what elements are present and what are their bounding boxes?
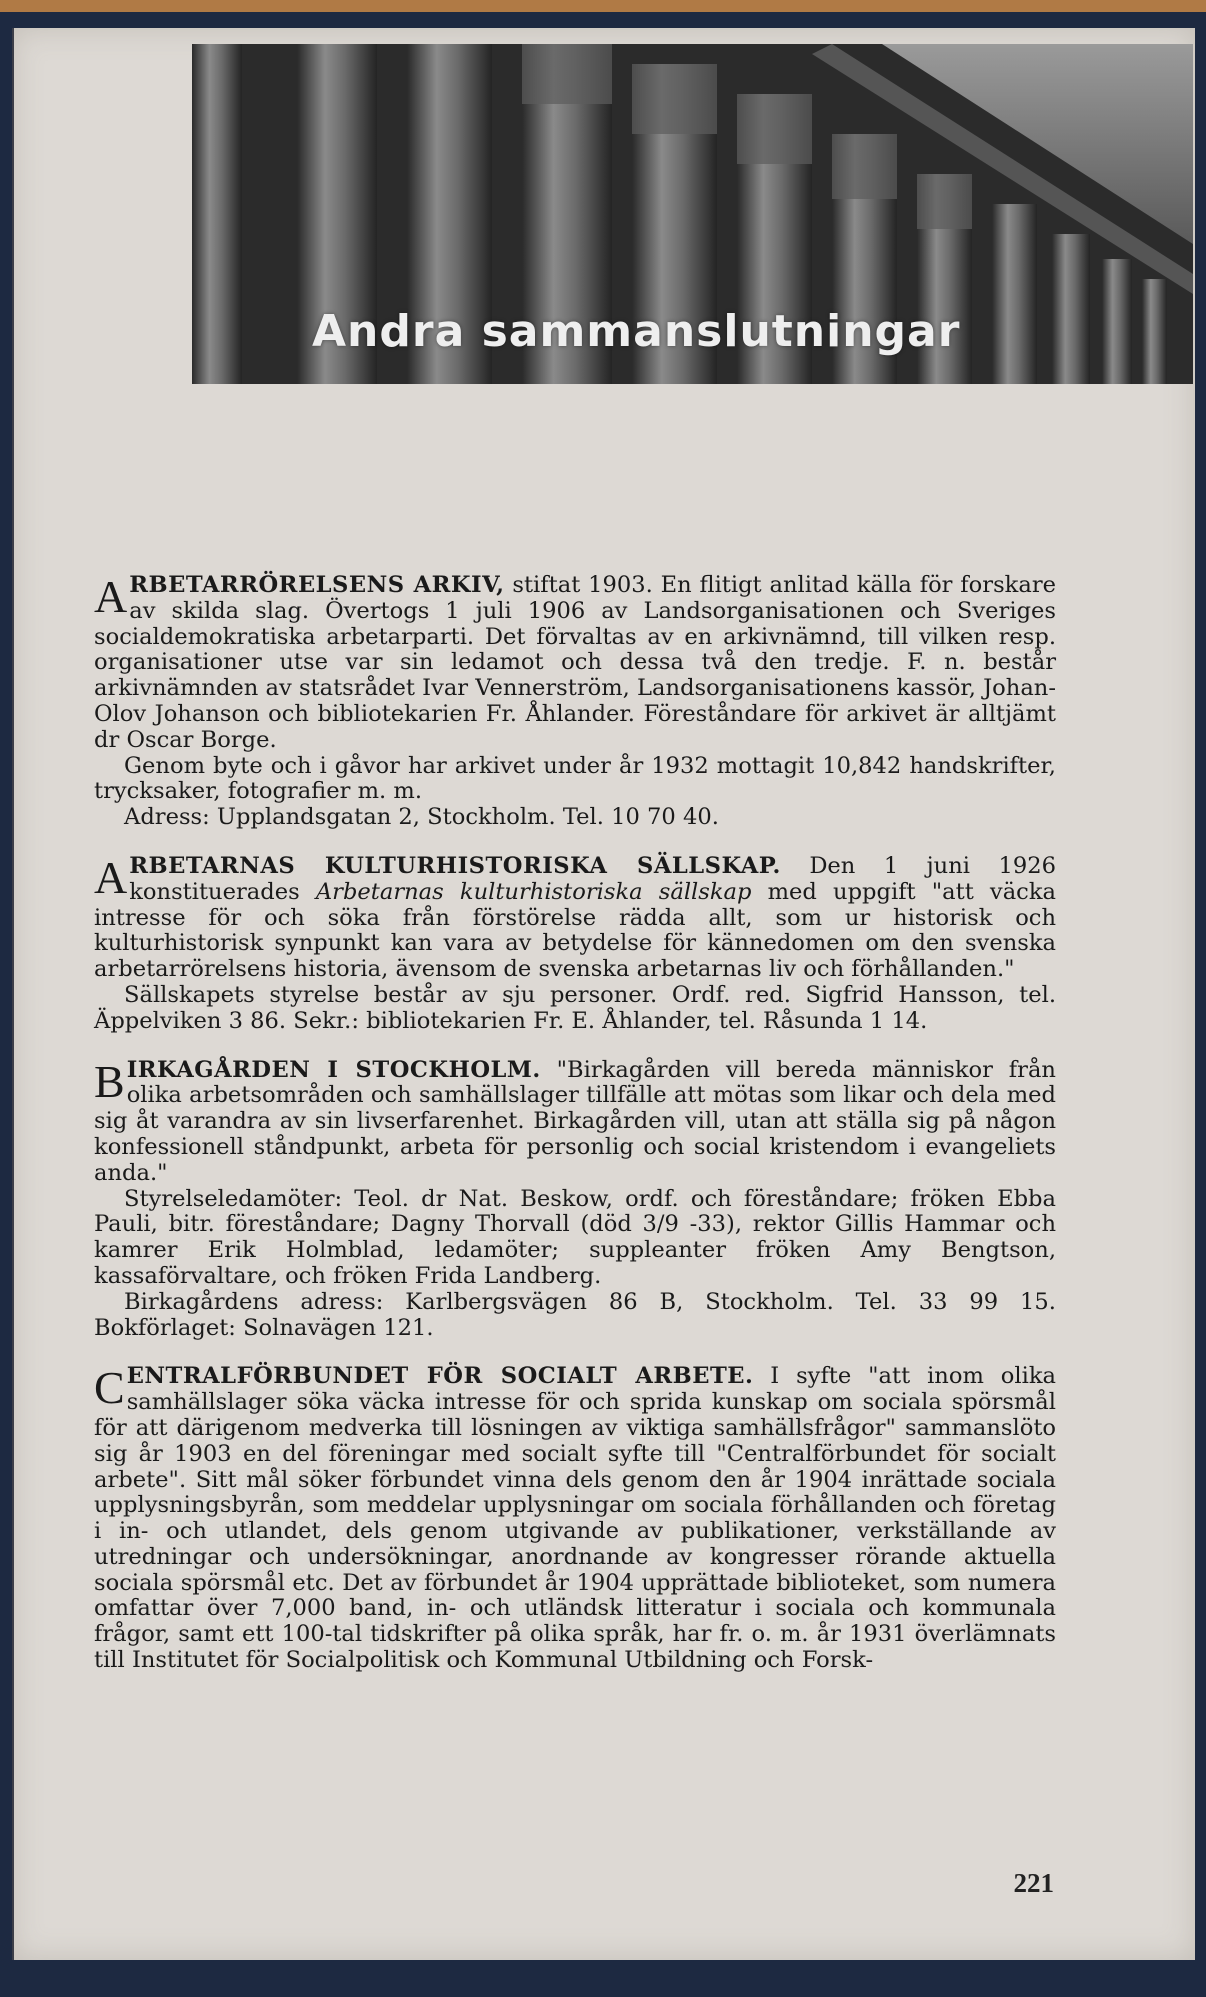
entry-first-paragraph [94,1055,1056,1187]
entry-address: Birkagårdens adress: Karlbergsvägen 86 B, Stockholm. Tel. 33 99 15. Bokförlaget: Solnavägen 121. [94,1288,1056,1341]
page-number: 221 [1013,1868,1054,1898]
entry-text: "Birkagården vill bereda människor från olika arbetsområden och samhällslager tillfälle att mötas som likar och dela med sig åt varandra av sin livserfarenhet. Birkagården vill, utan att ställa sig på någon konfessionell ståndpunkt, arbeta för personlig och social kristendom i evangeliets anda." [94,1056,1056,1186]
entry-text: stiftat 1903. En flitigt anlitad källa för forskare av skilda slag. Övertogs 1 juli 1906 av Landsorganisationen och Sveriges socialdemokratiska arbetarparti. Det förvaltas av en arkivnämnd, till vilken resp. organisationer utse var sin ledamot och dessa två den tredje. F. n. består arkivnämnden av statsrådet Ivar Vennerström, Landsorganisationens kassör, Johan-Olov Johanson och bibliotekarien Fr. Åhlander. Föreståndare för arkivet är alltjämt dr Oscar Borge. [94,572,1056,753]
entry-centralforbundet [94,1364,1056,1674]
organization-name: ENTRALFÖRBUNDET FÖR SOCIALT ARBETE. [126,1363,754,1390]
cover-bottom-edge [0,1960,1206,1997]
entry-first-paragraph [94,573,1056,754]
dropcap: B [94,1055,125,1107]
entry-arbetarnas-kulturhistoriska-sallskap [94,851,1056,1035]
organization-name: RBETARRÖRELSENS ARKIV, [129,572,505,598]
entry-first-paragraph [94,851,1056,983]
entry-paragraph: Sällskapets styrelse består av sju personer. Ordf. red. Sigfrid Hansson, tel. Äppelviken 3 86. Sekr.: bibliotekarien Fr. E. Åhlander, tel. Råsunda 1 14. [94,981,1056,1034]
book-page [12,28,1195,1960]
dropcap: A [94,851,128,903]
cover-top-edge [0,0,1206,12]
entry-arbetarrorelsens-arkiv [94,573,1056,831]
body-text [94,573,1056,1697]
entry-first-paragraph [94,1364,1056,1674]
entry-text: med uppgift "att väcka intresse för och söka från förstörelse rädda allt, som ur historisk och kulturhistorisk synpunkt kan vara av betydelse för kännedomen om den svenska arbetarrörelsens historia, ävensom de svenska arbetarnas liv och förhållanden." [94,878,1056,983]
entry-text: Den 1 juni 1926 konstituerades [129,852,1056,905]
entry-italic-name: Arbetarnas kulturhistoriska sällskap [315,878,752,905]
header-photo-columns [192,44,1193,384]
entry-paragraph: Styrelseledamöter: Teol. dr Nat. Beskow, ordf. och föreståndare; fröken Ebba Pauli, bitr. föreståndare; Dagny Thorvall (död 3/9 -33), rektor Gillis Hammar och kamrer Erik Holmblad, ledamöter; suppleanter fröken Amy Bengtson, kassaförvaltare, och fröken Frida Landberg. [94,1185,1056,1289]
entry-birkagarden [94,1055,1056,1342]
organization-name: IRKAGÅRDEN I STOCKHOLM. [126,1056,541,1083]
entry-text: I syfte "att inom olika samhällslager söka väcka intresse för och sprida kunskap om sociala spörsmål för att därigenom medverka till lösningen av viktiga samhällsfrågor" sammanslöto sig år 1903 en del föreningar med socialt syfte till "Centralförbundet för socialt arbete". Sitt mål söker förbundet vinna dels genom den år 1904 inrättade sociala upplysningsbyrån, som meddelar upplysningar om sociala förhållanden och företag i in- och utlandet, dels genom utgivande av publikationer, verkställande av utredningar och undersökningar, anordnande av kongresser rörande aktuella sociala spörsmål etc. Det av förbundet år 1904 upprättade biblioteket, som numera omfattar över 7,000 band, in- och utländsk litteratur i sociala och kommunala frågor, samt ett 100-tal tidskrifter på olika språk, har fr. o. m. år 1931 överlämnats till Institutet för Socialpolitisk och Kommunal Utbildning och Forsk- [94,1363,1056,1674]
entry-address: Adress: Upplandsgatan 2, Stockholm. Tel. 10 70 40. [124,804,719,831]
dropcap: C [94,1362,125,1414]
organization-name: RBETARNAS KULTURHISTORISKA SÄLLSKAP. [129,852,781,879]
dropcap: A [94,571,128,622]
section-title: Andra sammanslutningar [312,306,961,357]
entry-paragraph: Genom byte och i gåvor har arkivet under år 1932 mottagit 10,842 handskrifter, trycksaker, fotografier m. m. [94,752,1056,805]
page-gutter [12,28,14,1960]
